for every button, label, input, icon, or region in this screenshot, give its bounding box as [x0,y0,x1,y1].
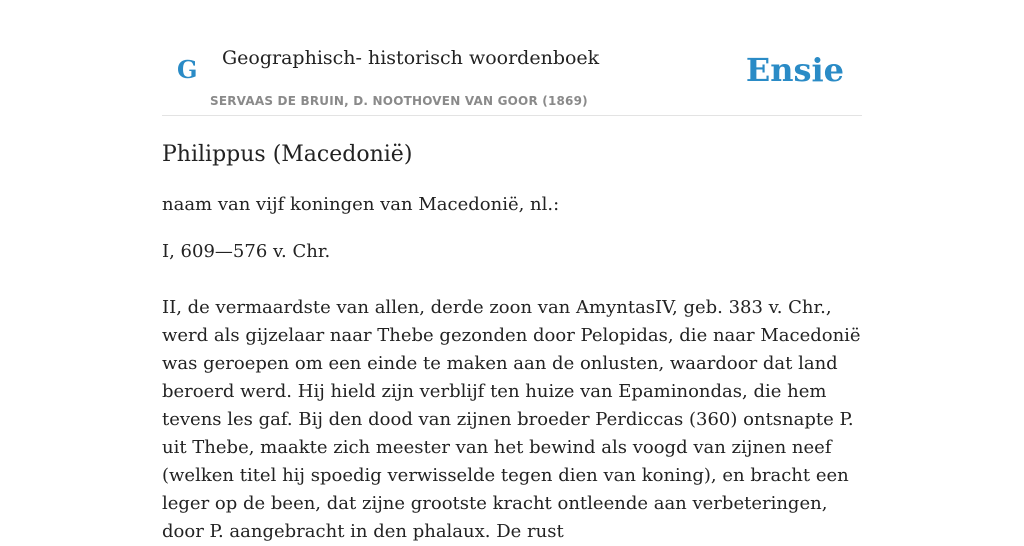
ensie-logo[interactable]: Ensie [745,51,844,89]
entry-paragraph: II, de vermaardste van allen, derde zoon van AmyntasIV, geb. 383 v. Chr., werd als gijzelaar naar Thebe gezonden door Pelopidas, die naar Macedonië was geroepen om een einde te maken aan de onlusten, waardoor dat land beroerd werd. Hij hield zijn verblijf ten huize van Epaminondas, die hem tevens les gaf. Bij den dood van zijnen broeder Perdiccas (360) ontsnapte P. uit Thebe, maakte zich meester van het bewind als voogd van zijnen neef (welken titel hij spoedig verwisselde tegen dien van koning), en bracht een leger op de been, dat zijne grootste kracht ontleende aan verbeteringen, door P. aangebracht in den phalaux. De rust [162,297,861,542]
book-authors: SERVAAS DE BRUIN, D. NOOTHOVEN VAN GOOR (1869) [210,94,588,108]
page-header [162,0,862,116]
entry-title: Philippus (Macedonië) [162,142,413,167]
book-initial-icon[interactable]: G [177,55,198,84]
book-title-link[interactable]: Geographisch- historisch woordenboek [222,47,600,69]
entry-paragraph: I, 609—576 v. Chr. [162,241,331,262]
entry-content [162,138,862,546]
entry-paragraph: naam van vijf koningen van Macedonië, nl.: [162,194,560,215]
